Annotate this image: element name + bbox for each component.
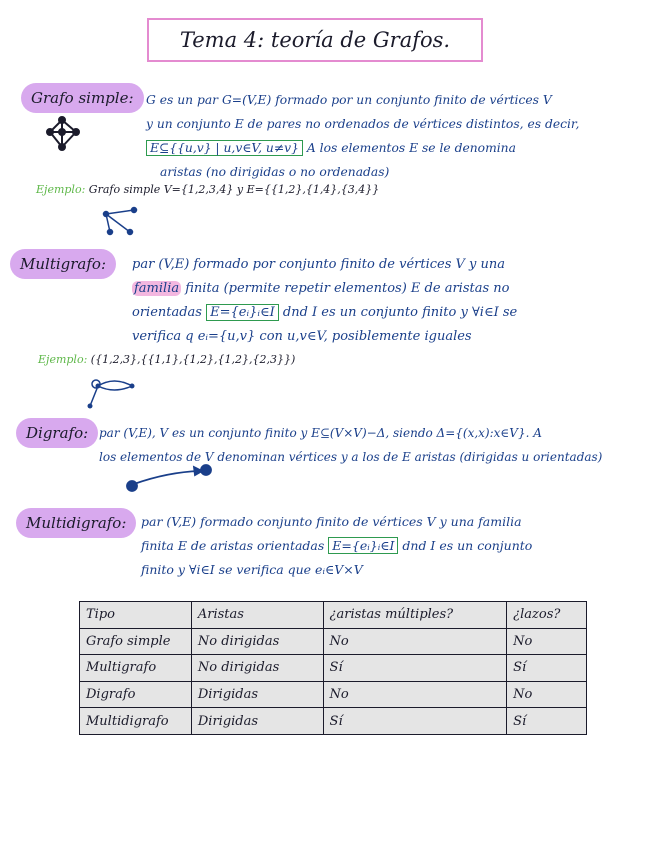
table-cell: No xyxy=(507,681,587,708)
graph-types-table xyxy=(79,601,587,735)
heading-multidigrafo: Multidigrafo: xyxy=(16,508,136,538)
digrafo-line1: par (V,E), V es un conjunto finito y E⊆(V×V)−Δ, siendo Δ={(x,x):x∈V}. A xyxy=(99,426,542,440)
multigrafo-line3-after: dnd I es un conjunto finito y ∀i∈I se xyxy=(282,305,518,320)
grafo-simple-example-text: Grafo simple V={1,2,3,4} y E={{1,2},{1,4},{3,4}} xyxy=(88,183,380,196)
table-cell: Dirigidas xyxy=(191,681,323,708)
multigrafo-line2 xyxy=(132,277,517,301)
multidigrafo-line2-before: finita E de aristas orientadas xyxy=(141,538,325,553)
table-cell: Multigrafo xyxy=(80,655,192,682)
grafo-simple-box: E⊆{{u,v} | u,v∈V, u≠v} xyxy=(146,140,303,156)
multidigrafo-line2 xyxy=(141,534,532,558)
multidigrafo-line1: par (V,E) formado conjunto finito de vértices V y una familia xyxy=(141,514,522,529)
multigrafo-line1: par (V,E) formado por conjunto finito de vértices V y una xyxy=(132,257,506,272)
example-graph-digrafo xyxy=(124,462,224,496)
multigrafo-line4: verifica q eᵢ={u,v} con u,v∈V, posiblemente iguales xyxy=(132,329,472,344)
example-graph-grafo-simple xyxy=(96,204,146,244)
table-cell: Digrafo xyxy=(80,681,192,708)
heading-grafo-simple: Grafo simple: xyxy=(21,83,144,113)
table-row xyxy=(80,628,587,655)
multigrafo-line3 xyxy=(132,301,517,325)
table-header-cell: Aristas xyxy=(191,602,323,629)
table-cell: Sí xyxy=(323,655,507,682)
page-title: Tema 4: teoría de Grafos. xyxy=(147,18,483,62)
table-header-cell: Tipo xyxy=(80,602,192,629)
digrafo-line2: los elementos de V denominan vértices y a los de E aristas (dirigidas u orientadas) xyxy=(99,450,603,464)
multigrafo-box: E={eᵢ}ᵢ∈I xyxy=(206,304,279,321)
graph-icon-grafo-simple xyxy=(42,112,92,162)
multidigrafo-line3: finito y ∀i∈I se verifica que eᵢ∈V×V xyxy=(141,562,363,577)
table-row xyxy=(80,681,587,708)
table-cell: Sí xyxy=(507,655,587,682)
table-cell: No xyxy=(323,628,507,655)
grafo-simple-line1: G es un par G=(V,E) formado por un conjunto finito de vértices V xyxy=(146,93,552,107)
table-cell: No dirigidas xyxy=(191,655,323,682)
table-header-row xyxy=(80,602,587,629)
table-cell: Sí xyxy=(323,708,507,735)
table-cell: Dirigidas xyxy=(191,708,323,735)
table-cell: No xyxy=(507,628,587,655)
grafo-simple-line3-after: A los elementos E se le denomina xyxy=(306,141,516,155)
multigrafo-line2-text: finita (permite repetir elementos) E de aristas no xyxy=(185,281,510,296)
table-header-cell: ¿lazos? xyxy=(507,602,587,629)
multigrafo-familia-highlight: familia xyxy=(134,281,180,296)
table-cell: No xyxy=(323,681,507,708)
table-row xyxy=(80,708,587,735)
grafo-simple-line4: aristas (no dirigidas o no ordenadas) xyxy=(160,165,390,179)
heading-digrafo: Digrafo: xyxy=(16,418,98,448)
multidigrafo-line2-after: dnd I es un conjunto xyxy=(402,538,533,553)
grafo-simple-line3 xyxy=(146,136,579,160)
multigrafo-example-label: Ejemplo: xyxy=(38,353,88,366)
table-cell: Grafo simple xyxy=(80,628,192,655)
table-cell: No dirigidas xyxy=(191,628,323,655)
table-cell: Multidigrafo xyxy=(80,708,192,735)
multigrafo-example-text: ({1,2,3},{{1,1},{1,2},{1,2},{2,3}}) xyxy=(90,353,296,366)
grafo-simple-example-label: Ejemplo: xyxy=(36,183,86,196)
multigrafo-example xyxy=(38,353,295,366)
example-graph-multigrafo xyxy=(84,372,144,412)
grafo-simple-line2: y un conjunto E de pares no ordenados de vértices distintos, es decir, xyxy=(146,117,580,131)
table-row xyxy=(80,655,587,682)
multigrafo-line3-before: orientadas xyxy=(132,305,202,320)
heading-multigrafo: Multigrafo: xyxy=(10,249,116,279)
grafo-simple-example xyxy=(36,183,379,196)
table-cell: Sí xyxy=(507,708,587,735)
multidigrafo-box: E={eᵢ}ᵢ∈I xyxy=(328,537,398,554)
table-header-cell: ¿aristas múltiples? xyxy=(323,602,507,629)
